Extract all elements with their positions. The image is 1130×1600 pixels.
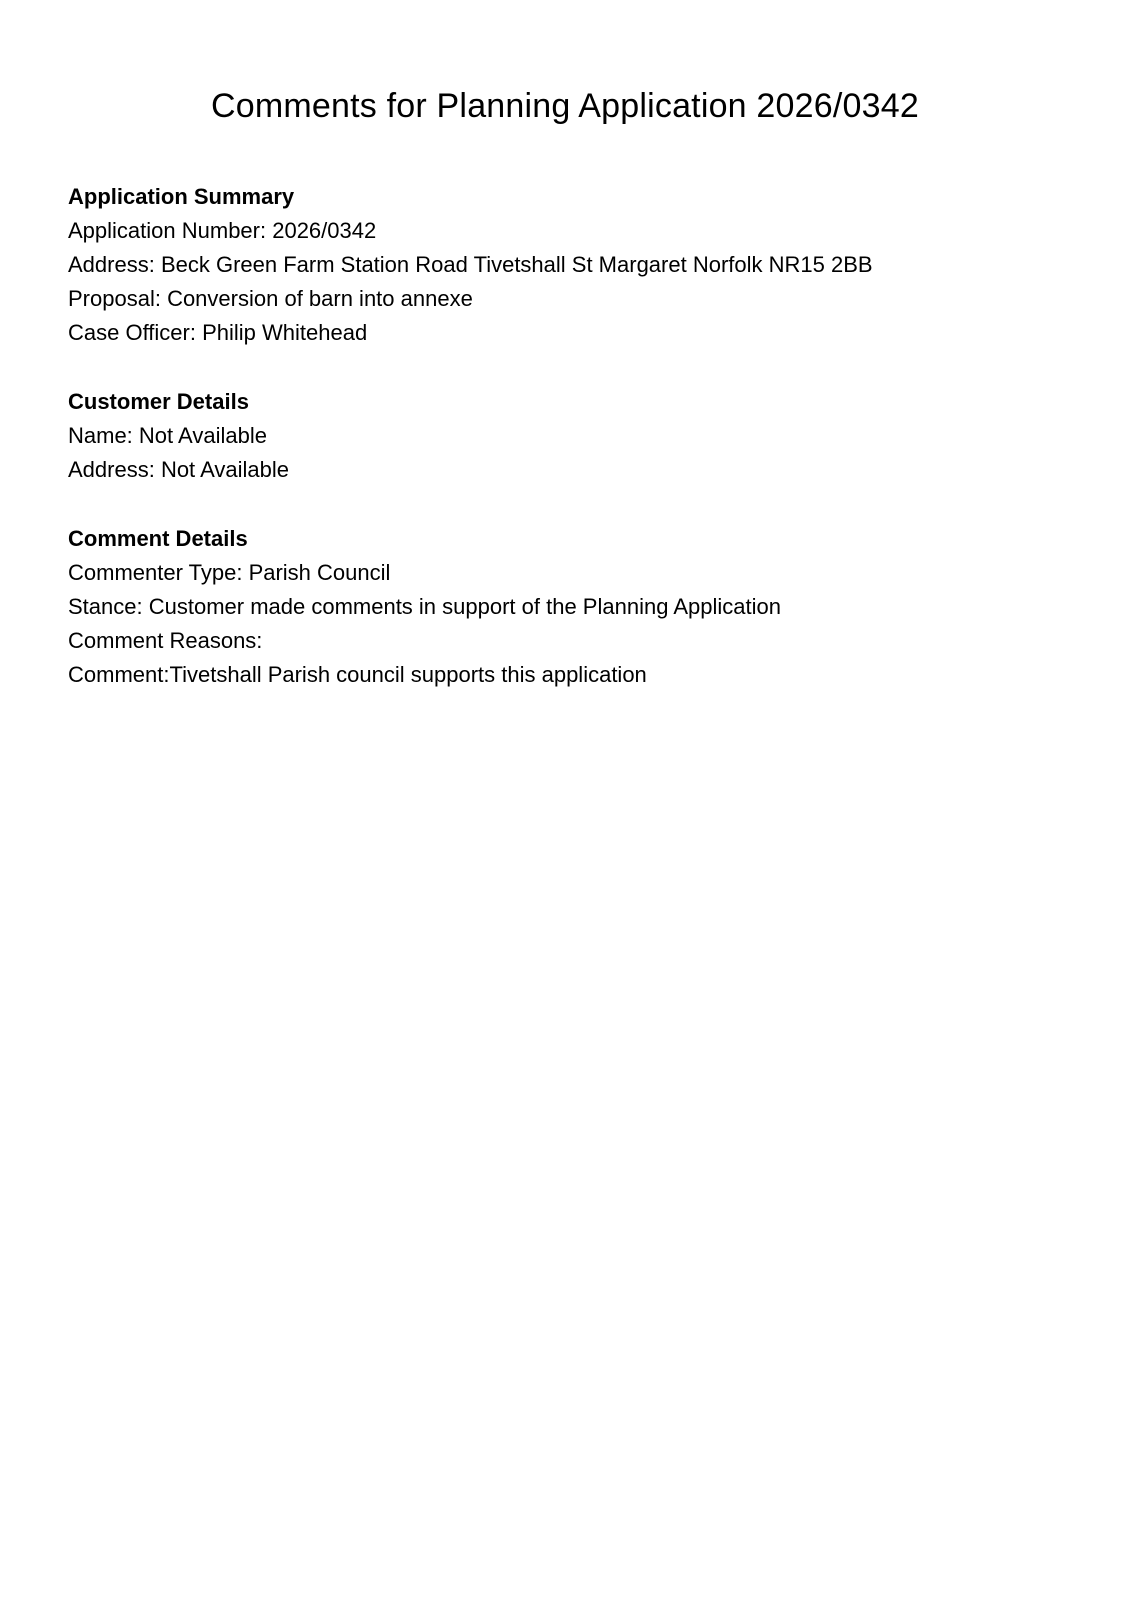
commenter-type-line <box>68 556 1068 590</box>
proposal-line <box>68 282 1068 316</box>
comment-value: Tivetshall Parish council supports this application <box>169 662 647 687</box>
application-summary-heading: Application Summary <box>68 184 295 209</box>
page-title: Comments for Planning Application 2026/0342 <box>211 87 919 125</box>
customer-name-value: Not Available <box>138 423 267 448</box>
comment-line <box>68 658 1068 692</box>
application-address-label: Address: <box>68 252 161 277</box>
commenter-type-value: Parish Council <box>248 560 391 585</box>
comment-details-heading: Comment Details <box>68 526 248 551</box>
customer-address-value: Not Available <box>160 457 289 482</box>
customer-details-heading: Customer Details <box>68 389 249 414</box>
application-summary-section <box>68 180 1068 350</box>
customer-address-line <box>68 453 1068 487</box>
case-officer-line <box>68 316 1068 350</box>
comment-label: Comment: <box>68 662 170 687</box>
proposal-label: Proposal: <box>68 286 168 311</box>
case-officer-label: Case Officer: <box>68 320 203 345</box>
customer-name-line <box>68 419 1068 453</box>
comment-reasons-label: Comment Reasons: <box>68 628 263 653</box>
application-number-label: Application Number: <box>68 218 273 243</box>
commenter-type-label: Commenter Type: <box>68 560 249 585</box>
customer-name-label: Name: <box>68 423 139 448</box>
application-number-line <box>68 214 1068 248</box>
stance-label: Stance: <box>68 594 149 619</box>
customer-details-section <box>68 385 1068 487</box>
comment-details-section <box>68 522 1068 692</box>
proposal-value: Conversion of barn into annexe <box>167 286 473 311</box>
case-officer-value: Philip Whitehead <box>202 320 368 345</box>
comment-reasons-line <box>68 624 1068 658</box>
customer-address-label: Address: <box>68 457 161 482</box>
application-number-value: 2026/0342 <box>272 218 377 243</box>
application-address-line <box>68 248 1068 282</box>
stance-value: Customer made comments in support of the Planning Application <box>148 594 781 619</box>
stance-line <box>68 590 1068 624</box>
application-address-value: Beck Green Farm Station Road Tivetshall St Margaret Norfolk NR15 2BB <box>160 252 873 277</box>
